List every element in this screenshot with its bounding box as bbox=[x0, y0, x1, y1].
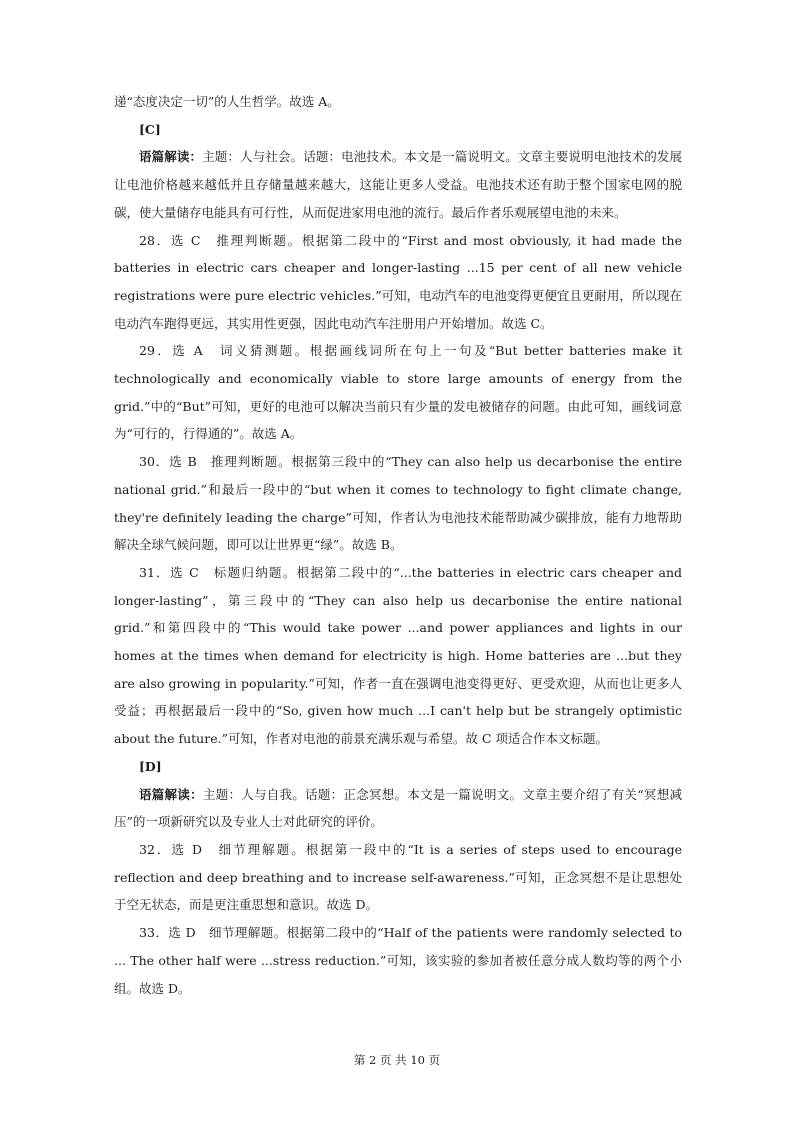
answer-content bbox=[114, 88, 682, 1002]
analysis-heading: 语篇解读： bbox=[139, 149, 203, 165]
section-label-c: [C] bbox=[139, 121, 161, 137]
paragraph-continuation: 递“态度决定一切”的人生哲学。故选 A。 bbox=[114, 94, 340, 109]
answer-30: 30．选 B 推理判断题。根据第三段中的“They can also help us decarbonise the entire national grid.”和最后一段中的“but when it comes to technology to fight climate change, they're definitely leading the charge”可知，作者认为电池技术能帮助减少碳排放，能有力地帮助解决全球气候问题，即可以让世界更“绿”。故选 B。 bbox=[114, 454, 682, 553]
passage-analysis-d bbox=[114, 781, 682, 836]
section-label-d: [D] bbox=[139, 758, 162, 774]
analysis-heading: 语篇解读： bbox=[139, 786, 203, 802]
analysis-text: 主题：人与自我。话题：正念冥想。本文是一篇说明文。文章主要介绍了有关“冥想减压”的一项新研究以及专业人士对此研究的评价。 bbox=[114, 786, 682, 830]
passage-analysis-c bbox=[114, 143, 682, 226]
answer-32: 32．选 D 细节理解题。根据第一段中的“It is a series of steps used to encourage reflection and deep breathing and to increase self-awareness.”可知，正念冥想不是让思想处于空无状态，而是更注重思想和意识。故选 D。 bbox=[114, 841, 682, 913]
page-number: 第 2 页 共 10 页 bbox=[353, 1053, 441, 1067]
answer-33: 33．选 D 细节理解题。根据第二段中的“Half of the patients were randomly selected to ... The other half were ...stress reduction.”可知，该实验的参加者被任意分成人数均等的两个小组。故选 D。 bbox=[114, 925, 682, 996]
analysis-text: 主题：人与社会。话题：电池技术。本文是一篇说明文。文章主要说明电池技术的发展让电池价格越来越低并且存储量越来越大，这能让更多人受益。电池技术还有助于整个国家电网的脱碳，使大量储存电能具有可行性，从而促进家用电池的流行。最后作者乐观展望电池的未来。 bbox=[114, 149, 682, 220]
answer-29: 29．选 A 词义猜测题。根据画线词所在句上一句及“But better batteries make it technologically and economically viable to store large amounts of energy from the grid.”中的“But”可知，更好的电池可以解决当前只有少量的发电被储存的问题。由此可知，画线词意为“可行的，行得通的”。故选 A。 bbox=[114, 343, 682, 442]
answer-31: 31．选 C 标题归纳题。根据第二段中的“...the batteries in electric cars cheaper and longer-lasting”，第三段中的“They can also help us decarbonise the entire national grid.”和第四段中的“This would take power ...and power appliances and lights in our homes at the times when demand for electricity is high. Home batteries are ...but they are also growing in popularity.”可知，作者一直在强调电池变得更好、更受欢迎，从而也让更多人受益；再根据最后一段中的“So, given how much ...I can't help but be strangely optimistic about the future.”可知，作者对电池的前景充满乐观与希望。故 C 项适合作本文标题。 bbox=[114, 564, 682, 747]
answer-28: 28．选 C 推理判断题。根据第二段中的“First and most obviously, it had made the batteries in electric cars cheaper and longer-lasting ...15 per cent of all new vehicle registrations were pure electric vehicles.”可知，电动汽车的电池变得更便宜且更耐用，所以现在电动汽车跑得更远，其实用性更强，因此电动汽车注册用户开始增加。故选 C。 bbox=[114, 232, 682, 331]
